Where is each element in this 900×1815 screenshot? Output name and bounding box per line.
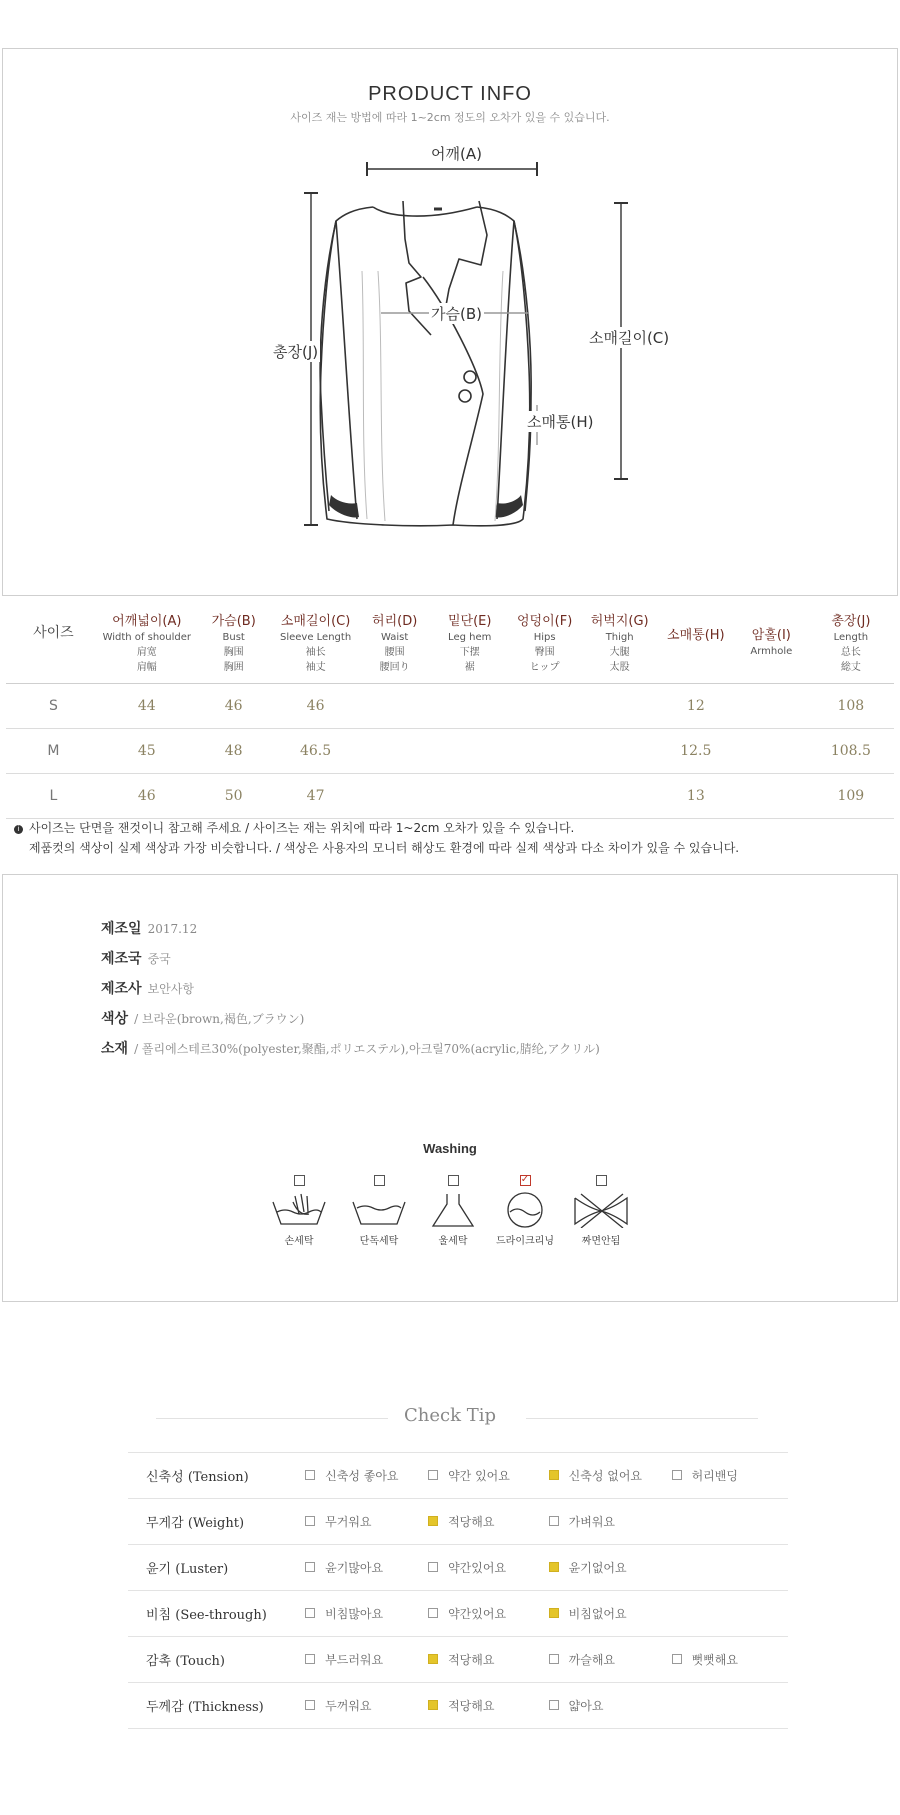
sleeve-length-label: 소매길이(C) xyxy=(589,329,670,347)
checkbox-icon xyxy=(428,1608,438,1618)
product-info-title: PRODUCT INFO xyxy=(368,83,532,105)
bust-label: 가슴(B) xyxy=(431,305,482,323)
size-cell xyxy=(357,684,433,729)
checkbox-icon xyxy=(672,1470,682,1480)
size-cell xyxy=(357,774,433,819)
tip-name: 신축성 (Tension) xyxy=(128,1453,304,1499)
tip-option: 약간 있어요 xyxy=(427,1453,548,1499)
checkbox-icon xyxy=(428,1470,438,1480)
size-cell: 46 xyxy=(101,774,193,819)
size-table xyxy=(6,604,894,819)
checkbox-checked-icon xyxy=(428,1700,438,1710)
checkbox-icon xyxy=(305,1562,315,1572)
col-shoulder: 어깨넓이(A) Width of shoulder 肩宽 肩幅 xyxy=(101,604,193,684)
dry-clean-icon xyxy=(495,1192,555,1228)
tip-name: 비침 (See-through) xyxy=(128,1591,304,1637)
tip-name: 감촉 (Touch) xyxy=(128,1637,304,1683)
wash-option-no-wring: 짜면안됨 xyxy=(561,1175,641,1247)
col-armhole: 암홀(I) Armhole xyxy=(735,604,808,684)
spec-manufacturer: 제조사 보안사항 xyxy=(101,981,194,997)
tip-option-selected: 윤기없어요 xyxy=(548,1545,671,1591)
tip-row-weight xyxy=(128,1499,788,1545)
info-bullet-icon: i xyxy=(14,825,23,834)
spec-list xyxy=(101,913,600,1063)
checkbox-checked-icon xyxy=(428,1516,438,1526)
checkbox-icon xyxy=(672,1654,682,1664)
do-not-wring-icon xyxy=(571,1192,631,1228)
tip-row-tension xyxy=(128,1453,788,1499)
wash-separately-icon xyxy=(349,1192,409,1228)
size-cell: 108 xyxy=(808,684,894,729)
col-length: 총장(J) Length 总长 総丈 xyxy=(808,604,894,684)
tip-option: 두꺼워요 xyxy=(304,1683,427,1729)
size-cell xyxy=(735,729,808,774)
size-cell xyxy=(583,729,657,774)
spec-country: 제조국 중국 xyxy=(101,951,171,967)
checkbox-checked-icon xyxy=(549,1562,559,1572)
spec-manufacture-date: 제조일 2017.12 xyxy=(101,921,198,937)
checkbox-icon xyxy=(305,1700,315,1710)
col-cuff: 소매통(H) xyxy=(657,604,735,684)
tip-row-thickness xyxy=(128,1683,788,1729)
col-bust: 가슴(B) Bust 胸围 胸囲 xyxy=(193,604,275,684)
col-size: 사이즈 xyxy=(6,604,101,684)
size-row-s xyxy=(6,684,894,729)
size-cell: S xyxy=(6,684,101,729)
spec-color: 색상 / 브라운(brown,褐色,ブラウン) xyxy=(101,1011,305,1027)
col-hips: 엉덩이(F) Hips 臀围 ヒップ xyxy=(507,604,583,684)
tip-option: 약간있어요 xyxy=(427,1545,548,1591)
size-table-header xyxy=(6,604,894,684)
size-cell: 45 xyxy=(101,729,193,774)
checkbox-icon xyxy=(549,1516,559,1526)
size-cell: 47 xyxy=(275,774,357,819)
checkbox-icon xyxy=(305,1470,315,1480)
shoulder-label: 어깨(A) xyxy=(431,145,482,163)
size-cell xyxy=(507,774,583,819)
tip-option: 신축성 좋아요 xyxy=(304,1453,427,1499)
checkbox-icon xyxy=(428,1562,438,1572)
col-sleeve-length: 소매길이(C) Sleeve Length 袖长 袖丈 xyxy=(275,604,357,684)
size-cell: 109 xyxy=(808,774,894,819)
washing-title: Washing xyxy=(423,1141,477,1156)
size-cell xyxy=(433,729,507,774)
size-cell xyxy=(507,684,583,729)
tip-name: 무게감 (Weight) xyxy=(128,1499,304,1545)
checkbox-icon xyxy=(305,1654,315,1664)
size-cell: 44 xyxy=(101,684,193,729)
tip-option-selected: 적당해요 xyxy=(427,1683,548,1729)
size-cell: 46 xyxy=(275,684,357,729)
wash-checkbox-checked: ✓ xyxy=(520,1174,530,1185)
tip-option: 뻣뻣해요 xyxy=(671,1637,788,1683)
tip-row-luster xyxy=(128,1545,788,1591)
size-cell xyxy=(583,774,657,819)
col-leg-hem: 밑단(E) Leg hem 下摆 裾 xyxy=(433,604,507,684)
checkbox-icon xyxy=(549,1700,559,1710)
product-spec-panel xyxy=(2,874,898,1302)
total-length-label: 총장(J) xyxy=(273,343,319,361)
size-cell xyxy=(735,684,808,729)
tip-row-touch xyxy=(128,1637,788,1683)
tip-option: 윤기많아요 xyxy=(304,1545,427,1591)
wash-option-dry-clean: ✓ 드라이크리닝 xyxy=(496,1174,554,1247)
spec-material: 소재 / 폴리에스테르30%(polyester,聚酯,ポリエステル),아크릴70%(acrylic,腈纶,アクリル) xyxy=(101,1041,600,1057)
wash-option-wool: 울세탁 xyxy=(413,1175,493,1247)
product-info-subtitle: 사이즈 재는 방법에 따라 1~2cm 정도의 오차가 있을 수 있습니다. xyxy=(290,111,610,124)
size-notes xyxy=(14,818,739,858)
wash-checkbox xyxy=(374,1175,385,1186)
wash-checkbox xyxy=(294,1175,305,1186)
wash-option-separate: 단독세탁 xyxy=(339,1175,419,1247)
checkbox-icon xyxy=(305,1608,315,1618)
product-info-panel xyxy=(2,48,898,596)
tip-option-selected: 비침없어요 xyxy=(548,1591,671,1637)
checkbox-checked-icon xyxy=(428,1654,438,1664)
size-row-l xyxy=(6,774,894,819)
tip-name: 윤기 (Luster) xyxy=(128,1545,304,1591)
size-cell: 12.5 xyxy=(657,729,735,774)
tip-option: 비침많아요 xyxy=(304,1591,427,1637)
tip-option-selected: 적당해요 xyxy=(427,1637,548,1683)
size-cell: 12 xyxy=(657,684,735,729)
checkbox-checked-icon xyxy=(549,1470,559,1480)
size-cell: M xyxy=(6,729,101,774)
tip-row-see-through xyxy=(128,1591,788,1637)
size-cell: 13 xyxy=(657,774,735,819)
wash-checkbox xyxy=(596,1175,607,1186)
check-tip-table xyxy=(128,1452,788,1729)
size-cell: 50 xyxy=(193,774,275,819)
tip-option-selected: 적당해요 xyxy=(427,1499,548,1545)
size-row-m xyxy=(6,729,894,774)
tip-option: 까슬해요 xyxy=(548,1637,671,1683)
size-cell xyxy=(507,729,583,774)
note-line-1: i 사이즈는 단면을 잰것이니 참고해 주세요 / 사이즈는 재는 위치에 따라 1~2cm 오차가 있을 수 있습니다. xyxy=(14,818,739,838)
tip-option: 무거워요 xyxy=(304,1499,427,1545)
checkbox-checked-icon xyxy=(549,1608,559,1618)
check-tip-title: Check Tip xyxy=(403,1405,496,1426)
tip-option: 허리밴딩 xyxy=(671,1453,788,1499)
size-cell xyxy=(433,774,507,819)
tip-option: 가벼워요 xyxy=(548,1499,671,1545)
tip-option-selected: 신축성 없어요 xyxy=(548,1453,671,1499)
tip-name: 두께감 (Thickness) xyxy=(128,1683,304,1729)
size-cell: 46 xyxy=(193,684,275,729)
note-line-2: 제품컷의 색상이 실제 색상과 가장 비슷합니다. / 색상은 사용자의 모니터 해상도 환경에 따라 실제 색상과 다소 차이가 있을 수 있습니다. xyxy=(29,841,740,855)
size-cell xyxy=(583,684,657,729)
size-cell: 48 xyxy=(193,729,275,774)
hand-wash-icon xyxy=(269,1192,329,1228)
wool-wash-icon xyxy=(423,1192,483,1228)
size-cell xyxy=(357,729,433,774)
col-thigh: 허벅지(G) Thigh 大腿 太股 xyxy=(583,604,657,684)
cuff-width-label: 소매통(H) xyxy=(527,413,594,431)
size-cell: L xyxy=(6,774,101,819)
tip-option: 약간있어요 xyxy=(427,1591,548,1637)
wash-option-hand-wash: 손세탁 xyxy=(259,1175,339,1247)
check-tip-divider-right xyxy=(526,1418,758,1419)
size-cell: 46.5 xyxy=(275,729,357,774)
checkbox-icon xyxy=(549,1654,559,1664)
size-cell xyxy=(433,684,507,729)
size-cell: 108.5 xyxy=(808,729,894,774)
size-cell xyxy=(735,774,808,819)
col-waist: 허리(D) Waist 腰围 腰回り xyxy=(357,604,433,684)
tip-option: 얇아요 xyxy=(548,1683,671,1729)
checkbox-icon xyxy=(305,1516,315,1526)
wash-checkbox xyxy=(448,1175,459,1186)
tip-option: 부드러워요 xyxy=(304,1637,427,1683)
